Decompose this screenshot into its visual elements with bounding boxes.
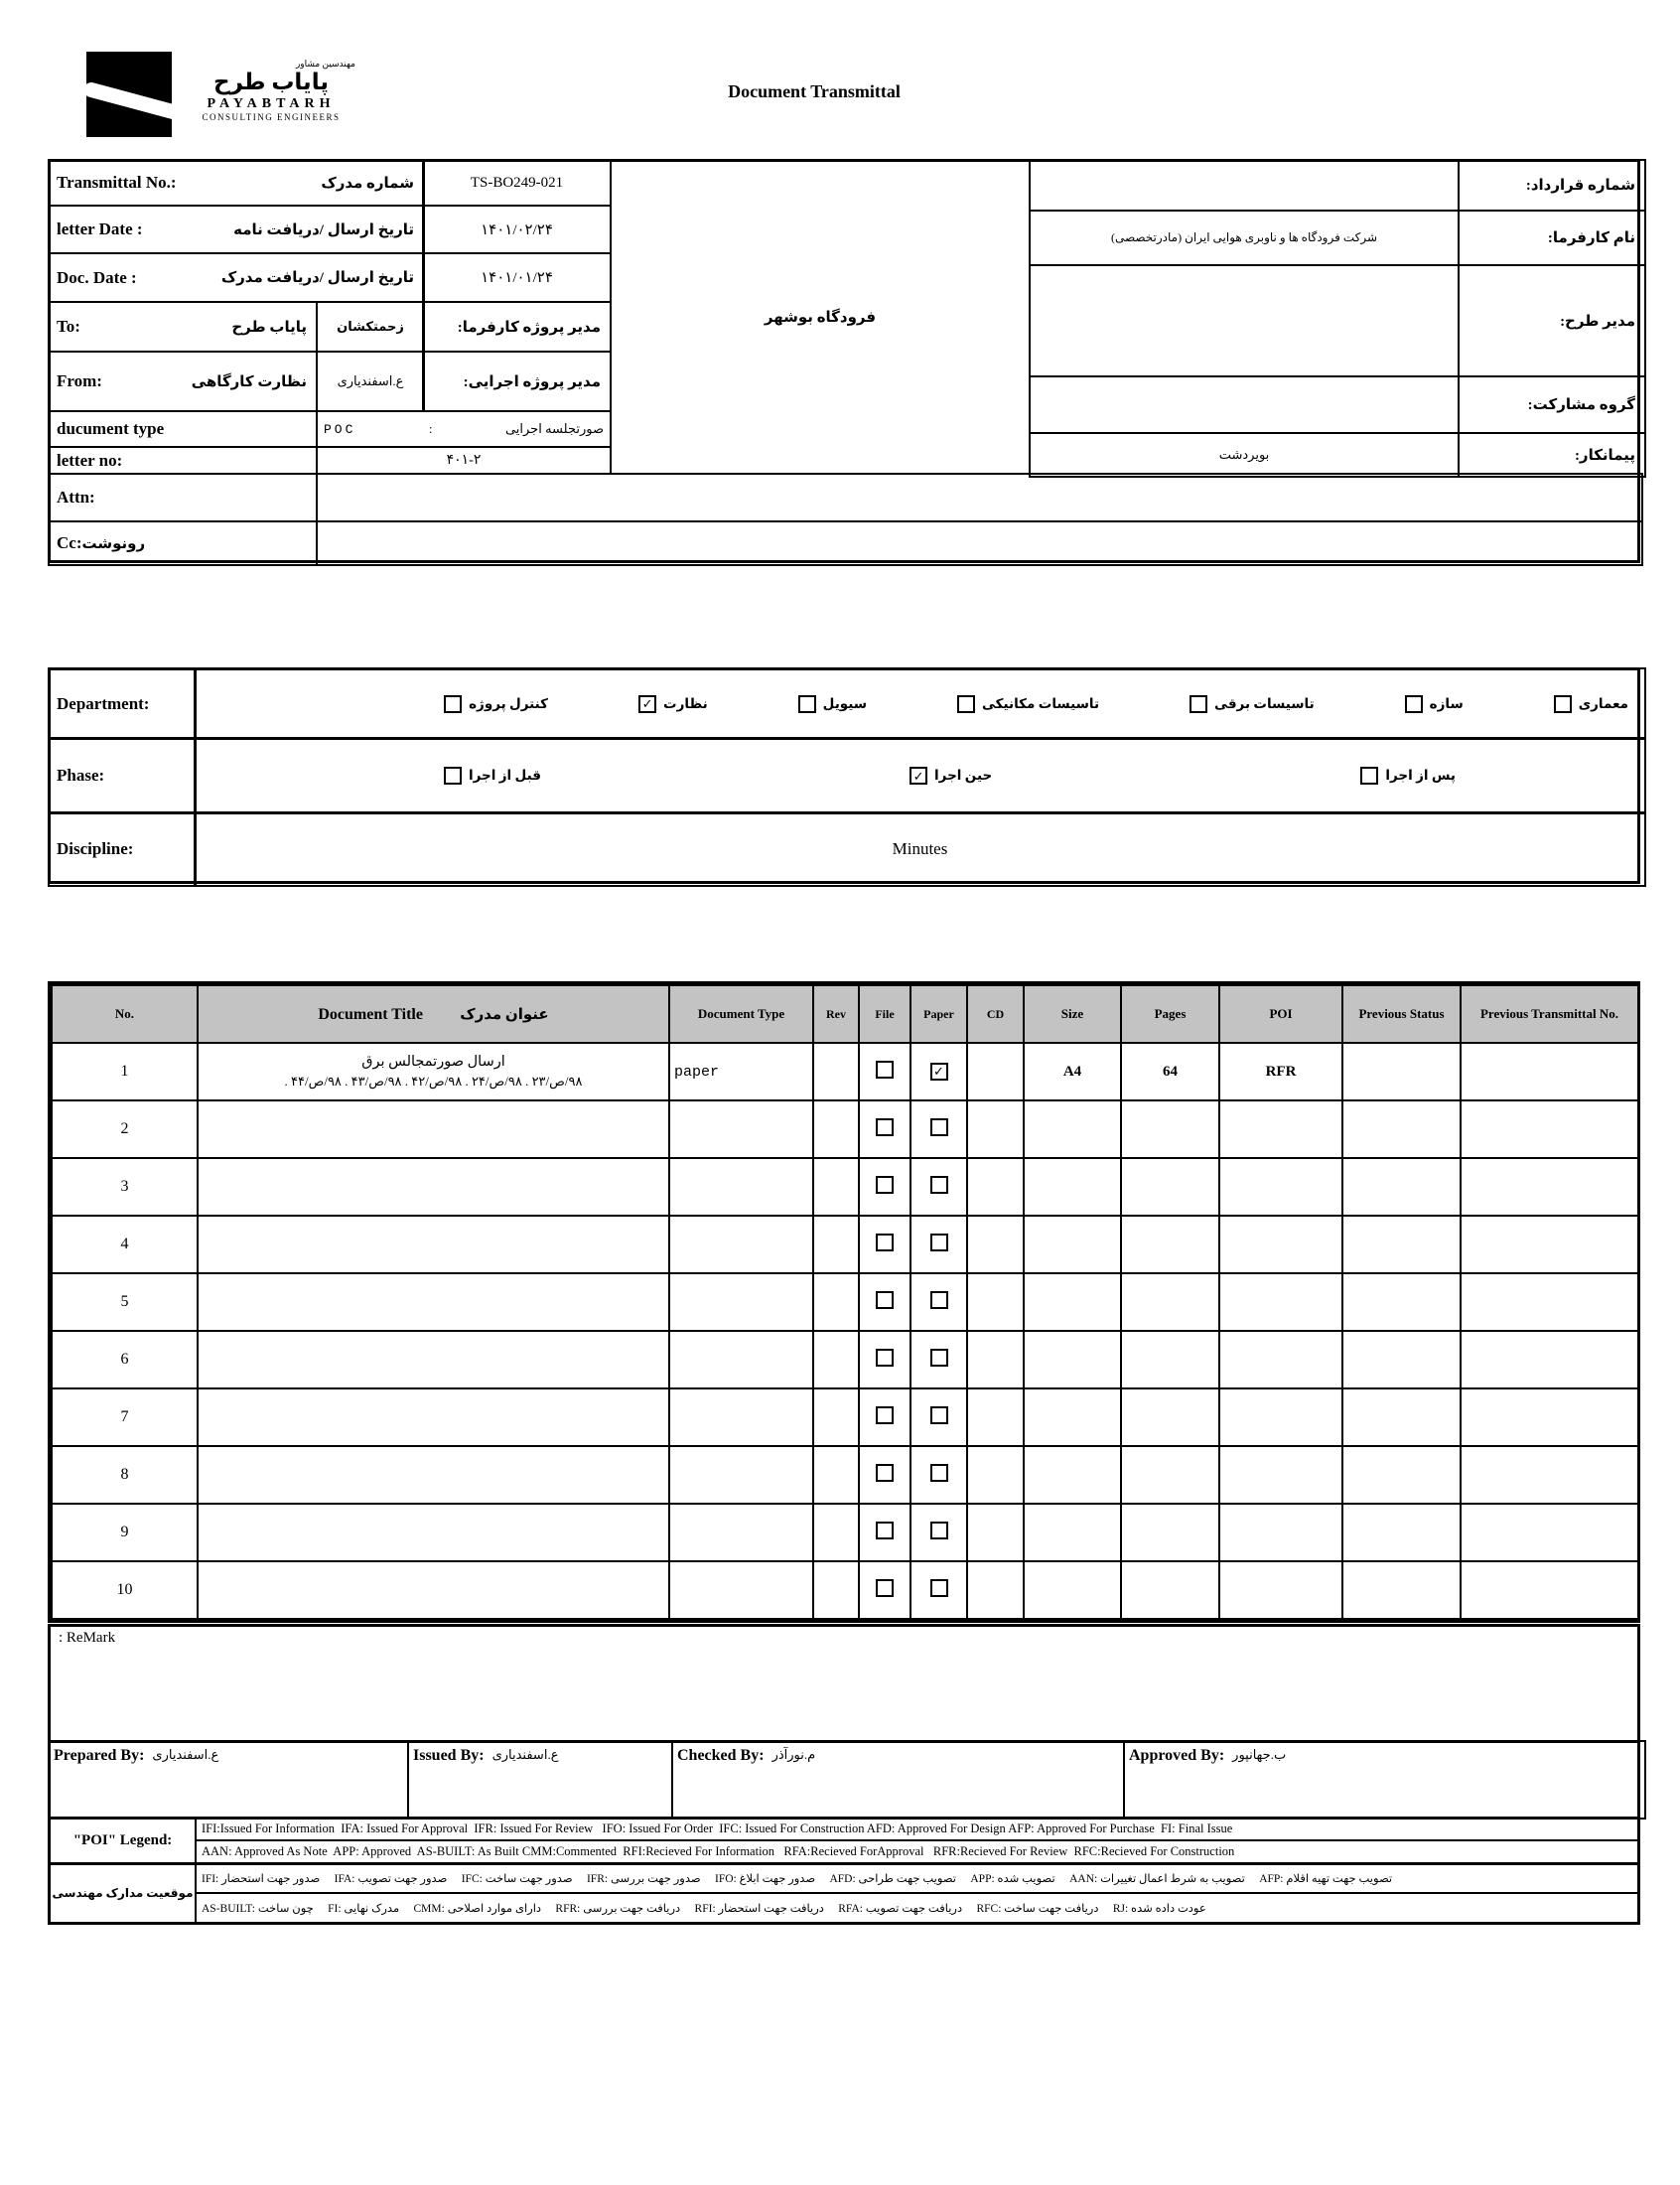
cell-rev (813, 1561, 859, 1619)
cell-size (1024, 1388, 1121, 1446)
cell-size (1024, 1158, 1121, 1216)
cell-title (198, 1216, 669, 1273)
department-option-label: سیویل (822, 695, 868, 711)
cell-no: 4 (52, 1216, 198, 1273)
cell-title (198, 1100, 669, 1158)
cell-doc-type (669, 1216, 813, 1273)
cell-pages (1121, 1331, 1219, 1388)
cell-rev (813, 1273, 859, 1331)
signature-section (48, 1740, 1640, 1820)
document-type-code: POC (324, 421, 356, 437)
jv-group-label: گروه مشارکت: (1527, 397, 1635, 413)
cell-prev-transmittal (1461, 1331, 1638, 1388)
logo-fa-small: مهندسین مشاور (295, 59, 355, 69)
cell-cd (967, 1043, 1024, 1100)
phase-option (1360, 767, 1456, 785)
cell-rev (813, 1216, 859, 1273)
paper-checkbox[interactable]: ✓ (930, 1063, 948, 1081)
col-header-pages: Pages (1121, 985, 1219, 1043)
department-checkbox[interactable]: ✓ (638, 695, 656, 713)
doc-date-value: ۱۴۰۱/۰۱/۲۴ (481, 270, 553, 286)
cell-cd (967, 1216, 1024, 1273)
file-checkbox[interactable] (876, 1234, 894, 1251)
col-header-doc-type: Document Type (669, 985, 813, 1043)
table-row (52, 1388, 1638, 1446)
contract-no-label: شماره قرارداد: (1525, 178, 1635, 194)
cell-file (859, 1158, 910, 1216)
cell-no: 2 (52, 1100, 198, 1158)
cell-cd (967, 1446, 1024, 1504)
prepared-by-label: Prepared By: (54, 1747, 145, 1764)
doc-title-line1: ارسال صورتمجالس برق (361, 1054, 505, 1070)
cc-label-fa: رونوشت (81, 535, 146, 552)
cell-file (859, 1043, 910, 1100)
cell-size: A4 (1024, 1043, 1121, 1100)
cell-rev (813, 1043, 859, 1100)
department-option (1190, 695, 1315, 713)
cell-paper (910, 1158, 967, 1216)
cell-cd (967, 1273, 1024, 1331)
cell-file (859, 1388, 910, 1446)
cell-file (859, 1446, 910, 1504)
issued-by-value: ع.اسفندیاری (491, 1747, 559, 1762)
table-row (52, 1331, 1638, 1388)
cell-prev-status (1342, 1158, 1461, 1216)
contract-no-value[interactable] (1029, 159, 1460, 212)
table-row (52, 1273, 1638, 1331)
cell-cd (967, 1331, 1024, 1388)
cell-prev-status (1342, 1216, 1461, 1273)
cell-prev-transmittal (1461, 1504, 1638, 1561)
cell-poi (1219, 1216, 1342, 1273)
cell-size (1024, 1561, 1121, 1619)
fa-legend-line1: IFI: صدور جهت استحضار IFA: صدور جهت تصویب IFC: صدور جهت ساخت IFR: صدور جهت بررسی IFO: صدور جهت ابلاغ AFD: تصویب جهت طراحی APP: تصویب شده AAN: تصویب به شرط اعمال تغییرات AFP: تصویب جهت تهیه اقلام (197, 1865, 1637, 1894)
paper-checkbox[interactable] (930, 1349, 948, 1367)
cc-value[interactable] (316, 520, 1643, 566)
col-header-size: Size (1024, 985, 1121, 1043)
cell-paper (910, 1504, 967, 1561)
file-checkbox[interactable] (876, 1522, 894, 1539)
cell-rev (813, 1100, 859, 1158)
documents-table (48, 981, 1640, 1623)
cell-rev (813, 1388, 859, 1446)
cell-size (1024, 1273, 1121, 1331)
cell-poi (1219, 1273, 1342, 1331)
cell-paper (910, 1446, 967, 1504)
col-header-prev-transmittal: Previous Transmittal No. (1461, 985, 1638, 1043)
department-checkbox[interactable] (1190, 695, 1207, 713)
cell-poi (1219, 1158, 1342, 1216)
checked-by-label: Checked By: (677, 1747, 765, 1764)
client-name-value: شرکت فرودگاه ها و ناوبری هوایی ایران (مادرتخصصی) (1110, 230, 1377, 244)
design-manager-value[interactable] (1029, 264, 1460, 377)
cell-paper (910, 1388, 967, 1446)
cell-size (1024, 1504, 1121, 1561)
table-row (52, 1561, 1638, 1619)
cell-doc-type (669, 1158, 813, 1216)
cell-prev-transmittal (1461, 1446, 1638, 1504)
classification-table (48, 667, 1640, 884)
col-header-poi: POI (1219, 985, 1342, 1043)
cell-pages (1121, 1561, 1219, 1619)
document-type-fa: صورتجلسه اجرایی (504, 421, 604, 436)
cell-doc-type (669, 1561, 813, 1619)
cell-title (198, 1446, 669, 1504)
cell-paper (910, 1100, 967, 1158)
doc-date-label-fa: تاریخ ارسال /دریافت مدرک (220, 270, 414, 286)
cell-poi (1219, 1446, 1342, 1504)
discipline-label: Discipline: (57, 839, 134, 858)
cell-doc-type (669, 1331, 813, 1388)
cell-pages (1121, 1388, 1219, 1446)
department-checkbox[interactable] (1554, 695, 1572, 713)
cell-cd (967, 1158, 1024, 1216)
file-checkbox[interactable] (876, 1464, 894, 1482)
cell-no: 9 (52, 1504, 198, 1561)
cell-pages: 64 (1121, 1043, 1219, 1100)
cell-pages (1121, 1273, 1219, 1331)
phase-option-label: قبل از اجرا (469, 768, 541, 783)
col-header-title: Document Title عنوان مدرک (198, 985, 669, 1043)
table-row (52, 1100, 1638, 1158)
logo-stripe-icon (86, 80, 172, 120)
department-option-label: سازه (1429, 695, 1464, 711)
prepared-by-value: ع.اسفندیاری (152, 1747, 219, 1762)
department-option-label: نظارت (663, 695, 708, 711)
issued-by-label: Issued By: (413, 1747, 485, 1764)
cell-doc-type: paper (669, 1043, 813, 1100)
jv-group-value[interactable] (1029, 375, 1460, 434)
cell-poi (1219, 1561, 1342, 1619)
cell-poi (1219, 1388, 1342, 1446)
cell-title (198, 1331, 669, 1388)
cell-pages (1121, 1446, 1219, 1504)
cell-prev-transmittal (1461, 1388, 1638, 1446)
department-option (798, 695, 867, 713)
doc-date-label: Doc. Date : (57, 267, 137, 287)
phase-label: Phase: (57, 766, 105, 785)
cell-title (198, 1561, 669, 1619)
cell-no: 8 (52, 1446, 198, 1504)
company-logo-icon (86, 52, 172, 137)
approved-by-value: ب.جهانپور (1232, 1747, 1287, 1762)
phase-checkbox[interactable]: ✓ (910, 767, 927, 785)
phase-option-label: حین اجرا (934, 768, 993, 783)
cell-no: 5 (52, 1273, 198, 1331)
cell-paper (910, 1331, 967, 1388)
col-header-paper: Paper (910, 985, 967, 1043)
document-type-label: ducument type (57, 419, 165, 438)
letter-date-value: ۱۴۰۱/۰۲/۲۴ (481, 221, 553, 238)
fa-legend-label: موقعیت مدارک مهندسی (51, 1865, 197, 1922)
from-label: From: (57, 371, 102, 390)
col-header-rev: Rev (813, 985, 859, 1043)
logo-en-subtitle: CONSULTING ENGINEERS (202, 111, 341, 122)
table-row (52, 1216, 1638, 1273)
cell-file (859, 1504, 910, 1561)
letter-no-label: letter no: (57, 450, 123, 470)
cell-title (198, 1273, 669, 1331)
paper-checkbox[interactable] (930, 1234, 948, 1251)
cell-prev-transmittal (1461, 1158, 1638, 1216)
cell-cd (967, 1100, 1024, 1158)
paper-checkbox[interactable] (930, 1406, 948, 1424)
fa-legend (48, 1862, 1640, 1925)
department-checkbox[interactable] (444, 695, 462, 713)
cell-cd (967, 1504, 1024, 1561)
cell-prev-status (1342, 1043, 1461, 1100)
file-checkbox[interactable] (876, 1118, 894, 1136)
cell-poi: RFR (1219, 1043, 1342, 1100)
paper-checkbox[interactable] (930, 1291, 948, 1309)
from-value: نظارت کارگاهی (191, 373, 307, 390)
phase-option-label: پس از اجرا (1385, 768, 1456, 783)
cell-size (1024, 1100, 1121, 1158)
paper-checkbox[interactable] (930, 1176, 948, 1194)
cell-prev-status (1342, 1273, 1461, 1331)
cell-file (859, 1561, 910, 1619)
file-checkbox[interactable] (876, 1176, 894, 1194)
design-manager-label: مدیر طرح: (1560, 313, 1635, 330)
cell-file (859, 1100, 910, 1158)
cell-pages (1121, 1504, 1219, 1561)
cell-doc-type (669, 1504, 813, 1561)
to-person: زحمتکشان (337, 319, 404, 334)
transmittal-no-value: TS-BO249-021 (470, 174, 564, 191)
cell-file (859, 1216, 910, 1273)
department-option (957, 695, 1099, 713)
discipline-value: Minutes (892, 839, 948, 858)
file-checkbox[interactable] (876, 1349, 894, 1367)
department-option-label: معماری (1578, 695, 1628, 711)
approved-by-label: Approved By: (1129, 1747, 1225, 1764)
cell-prev-status (1342, 1446, 1461, 1504)
checked-by-value: م.نورآذر (771, 1747, 816, 1762)
cell-title (198, 1158, 669, 1216)
from-person: ع.اسفندیاری (337, 373, 404, 388)
file-checkbox[interactable] (876, 1291, 894, 1309)
phase-option (444, 767, 541, 785)
project-name: فرودگاه بوشهر (764, 309, 877, 326)
file-checkbox[interactable] (876, 1579, 894, 1597)
cell-pages (1121, 1158, 1219, 1216)
poi-legend-line1: IFI:Issued For Information IFA: Issued For Approval IFR: Issued For Review IFO: Issued For Order IFC: Issued For Construction AFD: Approved For Design AFP: Approved For Purchase FI: Final Issue (197, 1820, 1637, 1841)
attn-label: Attn: (57, 488, 95, 507)
file-checkbox[interactable] (876, 1061, 894, 1079)
department-option (444, 695, 548, 713)
page-title: Document Transmittal (728, 81, 901, 101)
cell-size (1024, 1446, 1121, 1504)
col-header-file: File (859, 985, 910, 1043)
cell-doc-type (669, 1388, 813, 1446)
file-checkbox[interactable] (876, 1406, 894, 1424)
logo-fa-name: پایاب طرح (213, 69, 329, 94)
table-row (52, 1043, 1638, 1100)
cell-paper (910, 1561, 967, 1619)
fa-legend-line2: AS-BUILT: چون ساخت FI: مدرک نهایی CMM: دارای موارد اصلاحی RFR: دریافت جهت بررسی RFI: دریافت جهت استحضار RFA: دریافت جهت تصویب RFC: دریافت جهت ساخت RJ: عودت داده شده (202, 1902, 1206, 1915)
cell-rev (813, 1158, 859, 1216)
table-header-row (52, 985, 1638, 1043)
department-option (1554, 695, 1628, 713)
cell-prev-transmittal (1461, 1216, 1638, 1273)
contractor-value: بویردشت (1218, 447, 1270, 462)
contractor-label: پیمانکار: (1574, 447, 1635, 464)
phase-checkbox[interactable] (1360, 767, 1378, 785)
cell-pages (1121, 1100, 1219, 1158)
department-options (194, 667, 1646, 740)
remark-label: : ReMark (59, 1630, 116, 1646)
cell-size (1024, 1331, 1121, 1388)
department-option-label: تاسیسات مکانیکی (982, 695, 1100, 711)
col-header-prev-status: Previous Status (1342, 985, 1461, 1043)
department-option (1405, 695, 1464, 713)
cell-rev (813, 1504, 859, 1561)
department-label: Department: (57, 693, 150, 713)
table-row (52, 1504, 1638, 1561)
letter-date-label: letter Date : (57, 219, 143, 238)
cell-poi (1219, 1331, 1342, 1388)
cell-no: 10 (52, 1561, 198, 1619)
cell-size (1024, 1216, 1121, 1273)
col-header-no: No. (52, 985, 198, 1043)
doc-title-line2: ۹۸/ص/۲۳ . ۹۸/ص/۲۴ . ۹۸/ص/۴۲ . ۹۸/ص/۴۳ . ۹۸/ص/۴۴ . (284, 1074, 583, 1089)
cell-prev-transmittal (1461, 1561, 1638, 1619)
remark-section[interactable] (48, 1624, 1640, 1743)
table-row (52, 1158, 1638, 1216)
department-option-label: تاسیسات برقی (1214, 695, 1315, 711)
letter-no-value: ۴۰۱-۲ (446, 453, 482, 468)
to-label: To: (57, 317, 80, 336)
cell-prev-status (1342, 1100, 1461, 1158)
info-table (48, 159, 1640, 563)
paper-checkbox[interactable] (930, 1118, 948, 1136)
cell-rev (813, 1446, 859, 1504)
cell-poi (1219, 1504, 1342, 1561)
cell-doc-type (669, 1100, 813, 1158)
department-option (638, 695, 708, 713)
attn-value[interactable] (316, 473, 1643, 522)
cell-paper (910, 1043, 967, 1100)
col-header-cd: CD (967, 985, 1024, 1043)
cell-cd (967, 1561, 1024, 1619)
cell-cd (967, 1388, 1024, 1446)
paper-checkbox[interactable] (930, 1522, 948, 1539)
client-pm-label: مدیر پروژه کارفرما: (457, 319, 601, 336)
cell-prev-status (1342, 1561, 1461, 1619)
cell-title (198, 1504, 669, 1561)
letter-date-label-fa: تاریخ ارسال /دریافت نامه (233, 221, 414, 238)
cell-rev (813, 1331, 859, 1388)
table-row (52, 1446, 1638, 1504)
cell-prev-transmittal (1461, 1100, 1638, 1158)
transmittal-no-label: Transmittal No.: (57, 173, 177, 192)
cell-doc-type (669, 1273, 813, 1331)
cell-prev-status (1342, 1388, 1461, 1446)
cell-no: 7 (52, 1388, 198, 1446)
paper-checkbox[interactable] (930, 1464, 948, 1482)
cell-poi (1219, 1100, 1342, 1158)
logo-en-name: PAYABTARH (207, 96, 336, 112)
cell-file (859, 1331, 910, 1388)
phase-checkbox[interactable] (444, 767, 462, 785)
cell-paper (910, 1216, 967, 1273)
cc-label: Cc: (57, 533, 82, 552)
transmittal-no-label-fa: شماره مدرک (321, 175, 414, 192)
company-logo-text (177, 60, 365, 122)
poi-legend (48, 1817, 1640, 1865)
cell-prev-status (1342, 1331, 1461, 1388)
to-value: پایاب طرح (231, 319, 307, 336)
department-option-label: کنترل پروژه (469, 695, 549, 711)
department-checkbox[interactable] (957, 695, 975, 713)
cell-no: 1 (52, 1043, 198, 1100)
cell-doc-type (669, 1446, 813, 1504)
exec-pm-label: مدیر پروژه اجرایی: (463, 373, 601, 390)
cell-file (859, 1273, 910, 1331)
department-checkbox[interactable] (798, 695, 816, 713)
paper-checkbox[interactable] (930, 1579, 948, 1597)
poi-legend-label: "POI" Legend: (51, 1820, 197, 1862)
cell-title (198, 1043, 669, 1100)
cell-prev-transmittal (1461, 1043, 1638, 1100)
phase-options (194, 737, 1646, 814)
cell-pages (1121, 1216, 1219, 1273)
phase-option (910, 767, 992, 785)
poi-legend-line2: AAN: Approved As Note APP: Approved AS-BUILT: As Built CMM:Commented RFI:Recieved For Information RFA:Recieved ForApproval RFR:Recieved For Review RFC:Recieved For Construction (202, 1843, 1235, 1858)
cell-prev-status (1342, 1504, 1461, 1561)
cell-no: 3 (52, 1158, 198, 1216)
department-checkbox[interactable] (1405, 695, 1423, 713)
cell-prev-transmittal (1461, 1273, 1638, 1331)
cell-title (198, 1388, 669, 1446)
cell-paper (910, 1273, 967, 1331)
document-type-separator: : (428, 421, 433, 436)
client-name-label: نام کارفرما: (1547, 230, 1635, 246)
cell-no: 6 (52, 1331, 198, 1388)
